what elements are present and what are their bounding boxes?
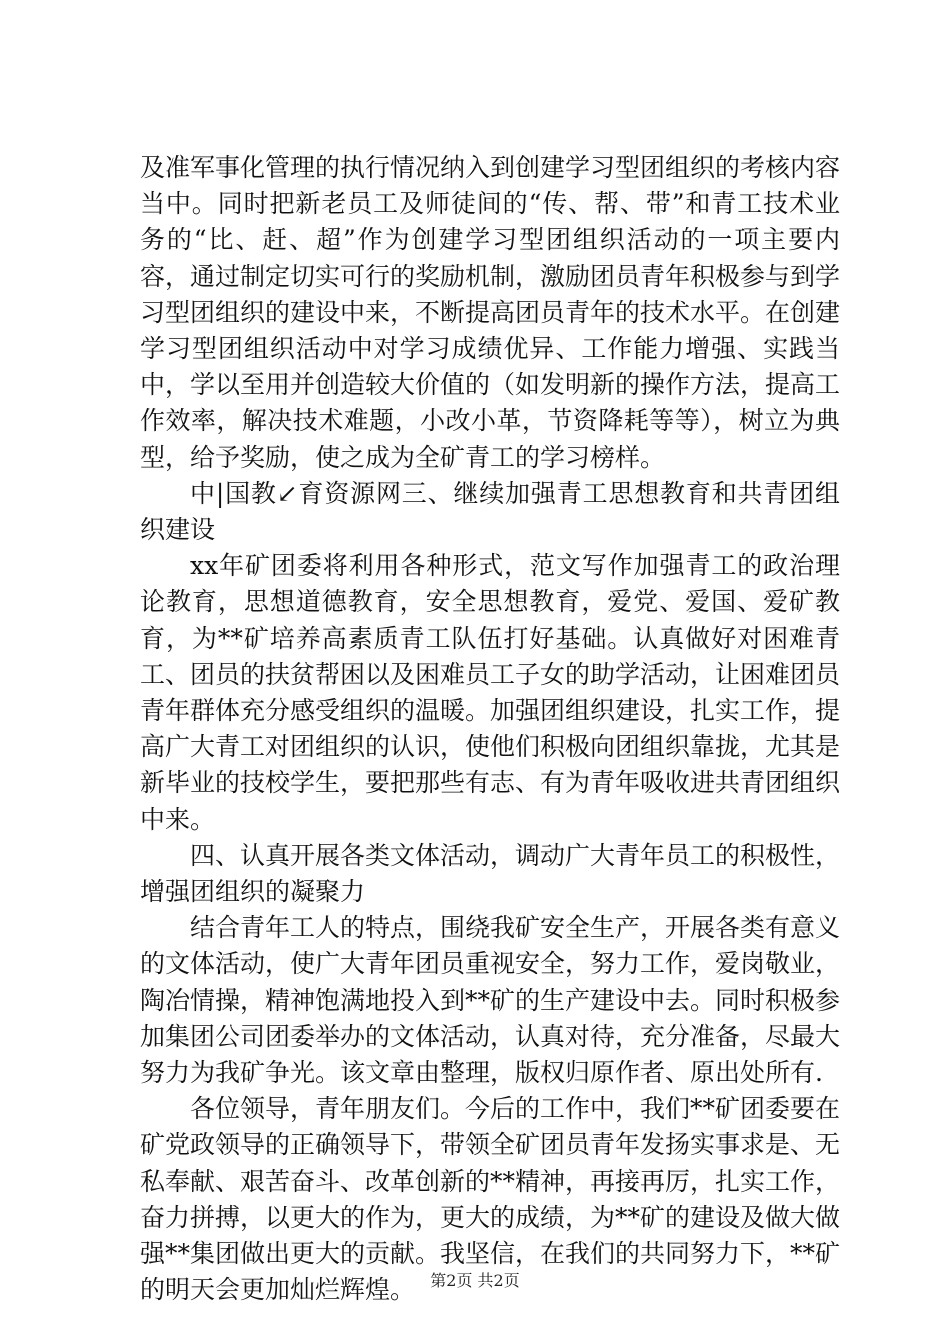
document-body	[140, 150, 840, 1309]
section-heading-4: 四、认真开展各类文体活动，调动广大青年员工的积极性，增强团组织的凝聚力	[140, 840, 841, 907]
paragraph-closing: 各位领导，青年朋友们。今后的工作中，我们**矿团委要在矿党政领导的正确领导下，带领全矿团员青年发扬实事求是、无私奉献、艰苦奋斗、改革创新的**精神，再接再厉，扎实工作，奋力拼搏，以更大的作为，更大的成绩，为**矿的建设及做大做强**集团做出更大的贡献。我坚信，在我们的共同努力下，**矿的明天会更加灿烂辉煌。	[140, 1094, 841, 1305]
page-number-footer: 第2页 共2页	[430, 1271, 520, 1290]
paragraph-section-3-body: xx年矿团委将利用各种形式，范文写作加强青工的政治理论教育，思想道德教育，安全思想教育，爱党、爱国、爱矿教育，为**矿培养高素质青工队伍打好基础。认真做好对困难青工、团员的扶贫帮困以及困难员工子女的助学活动，让困难团员青年群体充分感受组织的温暖。加强团组织建设，扎实工作，提高广大青工对团组织的认识，使他们积极向团组织靠拢，尤其是新毕业的技校学生，要把那些有志、有为青年吸收进共青团组织中来。	[140, 551, 841, 834]
paragraph-section-4-body: 结合青年工人的特点，围绕我矿安全生产，开展各类有意义的文体活动，使广大青年团员重视安全，努力工作，爱岗敬业，陶冶情操，精神饱满地投入到**矿的生产建设中去。同时积极参加集团公司团委举办的文体活动，认真对待，充分准备，尽最大努力为我矿争光。该文章由整理，版权归原作者、原出处所有.	[140, 913, 841, 1088]
paragraph-continuation: 及准军事化管理的执行情况纳入到创建学习型团组织的考核内容当中。同时把新老员工及师徒间的“传、帮、带”和青工技术业务的“比、赶、超”作为创建学习型团组织活动的一项主要内容，通过制定切实可行的奖励机制，激励团员青年积极参与到学习型团组织的建设中来，不断提高团员青年的技术水平。在创建学习型团组织活动中对学习成绩优异、工作能力增强、实践当中，学以至用并创造较大价值的（如发明新的操作方法，提高工作效率，解决技术难题，小改小革，节资降耗等等），树立为典型，给予奖励，使之成为全矿青工的学习榜样。	[140, 153, 841, 472]
section-heading-3: 中|国教↙育资源网三、继续加强青工思想教育和共青团组织建设	[140, 478, 840, 545]
